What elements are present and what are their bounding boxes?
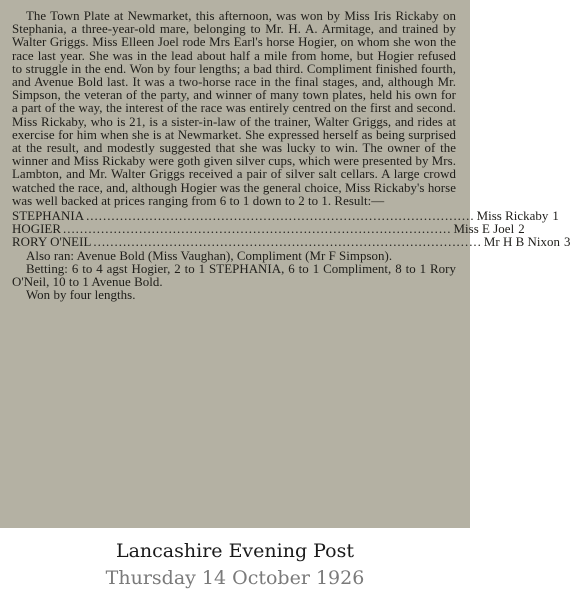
result-horse: STEPHANIA (12, 209, 85, 224)
result-jockey: Miss E Joel (453, 222, 515, 237)
newspaper-title: Lancashire Evening Post (115, 540, 355, 562)
leader-dots: ............................................................................................ (86, 209, 475, 224)
leader-dots: ............................................................................................ (63, 222, 452, 237)
results-list (12, 209, 571, 250)
leader-dots: ............................................................................................ (93, 235, 482, 250)
won-by-text: Won by four lengths. (26, 288, 136, 303)
caption (0, 528, 470, 604)
result-jockey: Miss Rickaby (476, 209, 549, 224)
result-row (12, 235, 571, 250)
publication-date: Thursday 14 October 1926 (105, 567, 365, 589)
article-paragraph: The Town Plate at Newmarket, this afternoon, was won by Miss Iris Rickaby on Stephania, a three-year-old mare, belonging to Mr. H. A. Armitage, and trained by Walter Griggs. Miss Elleen Joel rode Mrs Earl's horse Hogier, on whom she won the race last year. She was in the lead about half a mile from home, but Hogier refused to struggle in the end. Won by four lengths; a bad third. Compliment finished fourth, and Avenue Bold last. It was a two-horse race in the final stages, and, although Mr. Simpson, the veteran of the party, and winner of many town plates, held his own for a part of the way, the interest of the race was entirely centred on the first and second. Miss Rickaby, who is 21, is a sister-in-law of the trainer, Walter Griggs, and rides at exercise for him when she is at Newmarket. She expressed herself as being surprised at the result, and modestly suggested that she was lucky to win. The owner of the winner and Miss Rickaby were goth given silver cups, which were presented by Mrs. Lambton, and Mr. Walter Griggs received a pair of silver salt cellars. A large crowd watched the race, and, although Hogier was the general choice, Miss Rickaby's horse was well backed at prices ranging from 6 to 1 down to 2 to 1. Result:— (12, 9, 456, 208)
result-place: 3 (564, 235, 571, 250)
article-text (12, 9, 571, 303)
result-place: 2 (518, 222, 525, 237)
result-jockey: Mr H B Nixon (483, 235, 561, 250)
result-horse: RORY O'NEIL (12, 235, 92, 250)
also-ran-text: Also ran: Avenue Bold (Miss Vaughan), Compliment (Mr F Simpson). (26, 248, 393, 263)
result-horse: HOGIER (12, 222, 61, 237)
result-place: 1 (552, 209, 559, 224)
betting-text: Betting: 6 to 4 agst Hogier, 2 to 1 STEPHANIA, 6 to 1 Compliment, 8 to 1 Rory O'Neil, 10 to 1 Avenue Bold. (12, 261, 456, 290)
